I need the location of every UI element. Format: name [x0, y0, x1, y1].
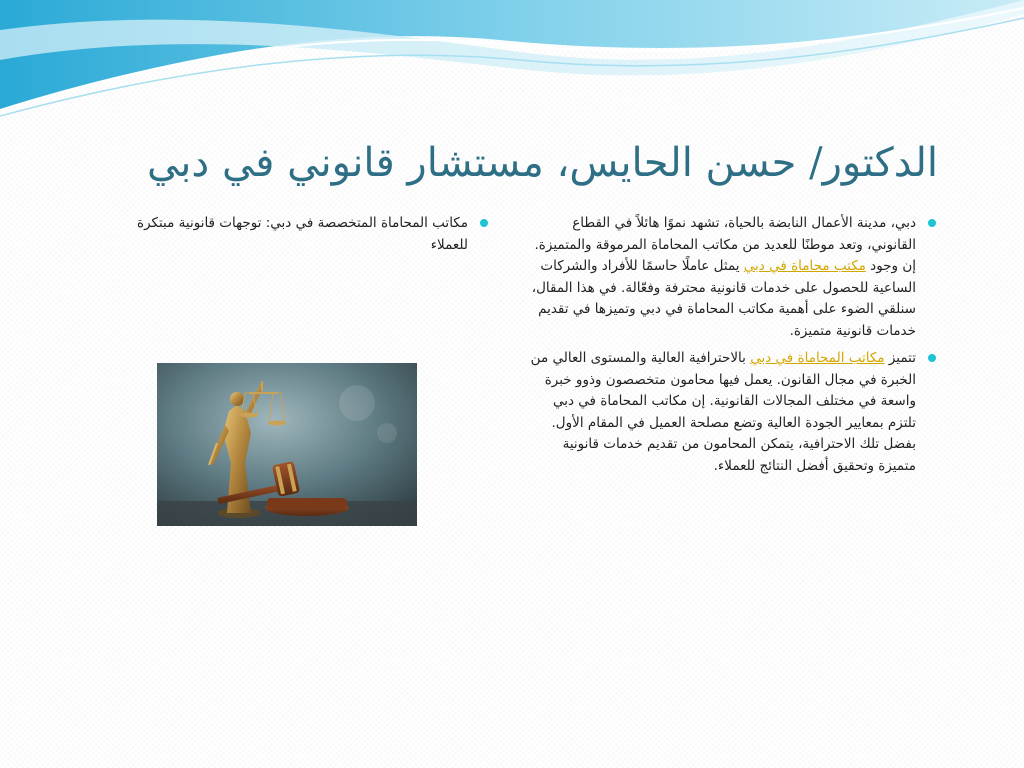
list-item: [526, 213, 938, 342]
law-offices-link[interactable]: مكاتب المحاماة في دبي: [750, 350, 885, 366]
bullet-dot: [928, 354, 936, 362]
left-text-column: [104, 213, 490, 262]
lady-justice-gavel-image: [157, 363, 417, 526]
paragraph-text: يمثل عاملًا حاسمًا للأفراد والشركات الساعية للحصول على خدمات قانونية محترفة وفعّالة. في هذا المقال، سنلقي الضوء على أهمية مكاتب المحاماة في دبي وتميزها في تقديم خدمات قانونية متميزة.: [531, 258, 916, 339]
paragraph-text: مكاتب المحاماة المتخصصة في دبي: توجهات قانونية مبتكرة للعملاء: [137, 215, 468, 253]
list-item: [526, 348, 938, 477]
paragraph-text: تتميز: [884, 350, 916, 366]
right-text-column: [526, 213, 938, 483]
law-office-link[interactable]: مكتب محاماة في دبي: [743, 258, 866, 274]
bullet-dot: [928, 219, 936, 227]
slide-title: الدكتور/ حسن الحايس، مستشار قانوني في دبي: [146, 140, 938, 186]
bullet-dot: [480, 219, 488, 227]
header-wave-decoration: [0, 0, 1024, 120]
list-item: [104, 213, 490, 256]
paragraph-text: بالاحترافية العالية والمستوى العالي من الخبرة في مجال القانون. يعمل فيها محامون متخصصون وذوو خبرة واسعة في مختلف المجالات القانونية. إن مكاتب المحاماة في دبي تلتزم بمعايير الجودة العالية وتضع مصلحة العميل في المقام الأول. بفضل تلك الاحترافية، يتمكن المحامون من تقديم خدمات قانونية متميزة وتحقيق أفضل النتائج للعملاء.: [530, 350, 916, 474]
paragraph-text: دبي، مدينة الأعمال النابضة بالحياة، تشهد نموًا هائلاً في القطاع القانوني، وتعد موطنًا للعديد من مكاتب المحاماة المرموقة والمتميزة. إن وجود: [534, 215, 916, 274]
